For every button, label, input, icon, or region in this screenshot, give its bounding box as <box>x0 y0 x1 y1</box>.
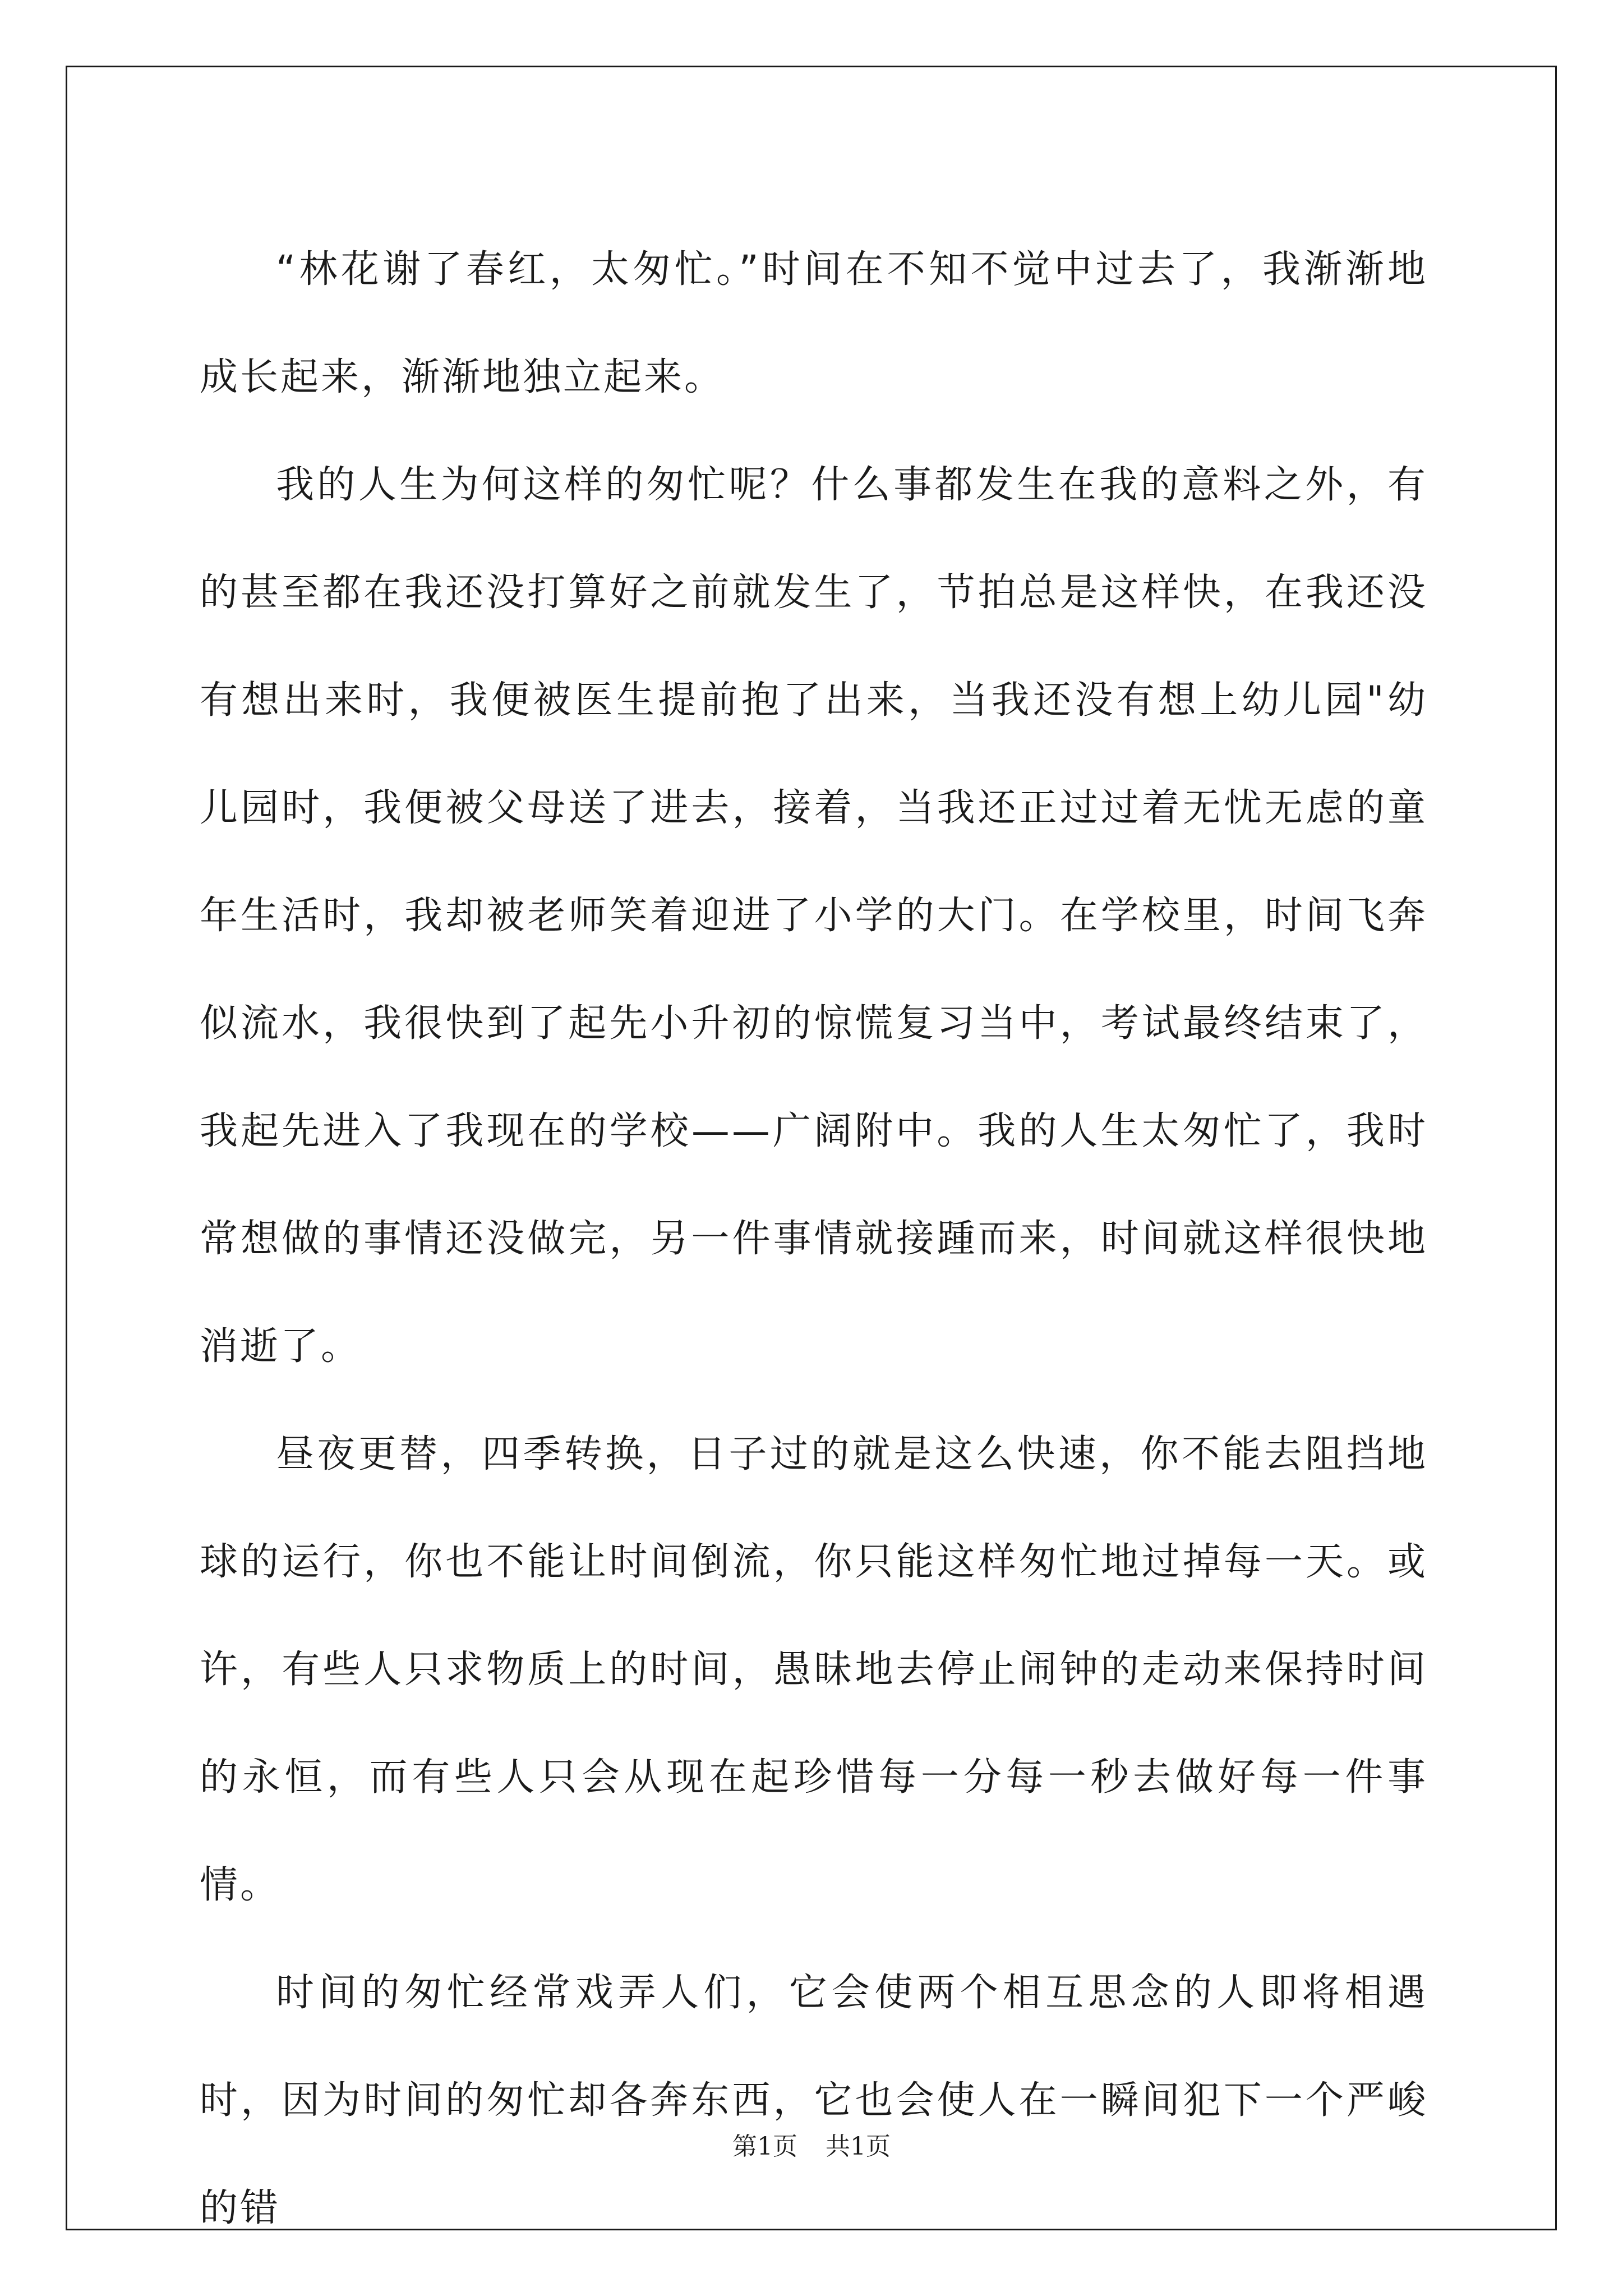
paragraph-1: “林花谢了春红，太匆忙。”时间在不知不觉中过去了，我渐渐地成长起来，渐渐地独立起来。 <box>200 247 1428 399</box>
paragraph-3: 昼夜更替，四季转换，日子过的就是这么快速，你不能去阻挡地球的运行，你也不能让时间倒流，你只能这样匆忙地过掉每一天。或许，有些人只求物质上的时间，愚昧地去停止闹钟的走动来保持时间的永恒，而有些人只会从现在起珍惜每一分每一秒去做好每一件事情。 <box>200 1432 1428 1907</box>
page-number-current: 第1页 <box>732 2132 797 2161</box>
page-number-total: 共1页 <box>826 2132 891 2161</box>
paragraph-2: 我的人生为何这样的匆忙呢？什么事都发生在我的意料之外，有的甚至都在我还没打算好之前就发生了，节拍总是这样快，在我还没有想出来时，我便被医生提前抱了出来，当我还没有想上幼儿园"幼儿园时，我便被父母送了进去，接着，当我还正过过着无忧无虑的童年生活时，我却被老师笑着迎进了小学的大门。在学校里，时间飞奔似流水，我很快到了起先小升初的惊慌复习当中，考试最终结束了，我起先进入了我现在的学校——广阔附中。我的人生太匆忙了，我时常想做的事情还没做完，另一件事情就接踵而来，时间就这样很快地消逝了。 <box>200 463 1428 1369</box>
page-footer <box>0 2126 1623 2162</box>
document-body <box>200 216 1428 2262</box>
paragraph-4: 时间的匆忙经常戏弄人们，它会使两个相互思念的人即将相遇时，因为时间的匆忙却各奔东西，它也会使人在一瞬间犯下一个严峻的错 <box>200 1971 1428 2230</box>
